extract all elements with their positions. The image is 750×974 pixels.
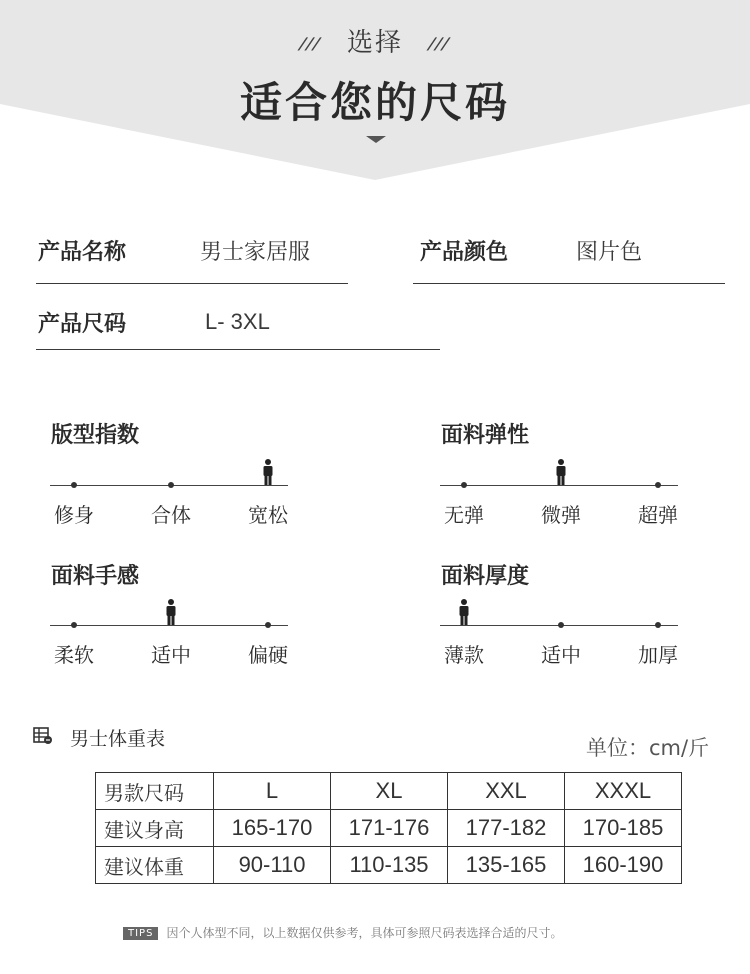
scale-dot xyxy=(265,622,271,628)
scale-option-label: 修身 xyxy=(54,503,94,527)
table-cell: L xyxy=(214,773,331,810)
scale-dot xyxy=(71,482,77,488)
scale-dot xyxy=(168,482,174,488)
product-name-label: 产品名称 xyxy=(38,240,127,265)
person-icon xyxy=(458,599,470,625)
scale-option-label: 偏硬 xyxy=(248,643,288,667)
select-label: 选择 xyxy=(346,28,403,58)
scale-option-label: 宽松 xyxy=(248,503,288,527)
slanted-dashes-icon: /// xyxy=(296,34,325,53)
slanted-dashes-icon: /// xyxy=(425,34,454,53)
scale-dot xyxy=(71,622,77,628)
tips-note xyxy=(123,924,562,941)
scale-option-label: 薄款 xyxy=(444,643,484,667)
scale-dot xyxy=(558,622,564,628)
scale-track xyxy=(50,625,288,626)
scale-option-label: 柔软 xyxy=(54,643,94,667)
size-table-title: 男士体重表 xyxy=(70,728,166,750)
row-label: 男款尺码 xyxy=(96,773,214,810)
scale-option-label: 微弹 xyxy=(541,503,581,527)
row-label: 建议体重 xyxy=(96,847,214,884)
table-cell: 165-170 xyxy=(214,810,331,847)
scale-option-label: 合体 xyxy=(151,503,191,527)
scale-option-label: 无弹 xyxy=(444,503,484,527)
row-label: 建议身高 xyxy=(96,810,214,847)
scale-title: 版型指数 xyxy=(51,423,140,448)
table-cell: 171-176 xyxy=(331,810,448,847)
scale-title: 面料手感 xyxy=(51,564,140,589)
scale-dot xyxy=(655,482,661,488)
scale-option-label: 超弹 xyxy=(638,503,678,527)
scale-title: 面料厚度 xyxy=(441,564,530,589)
divider xyxy=(413,283,725,284)
scale-option-label: 适中 xyxy=(541,643,581,667)
table-cell: 110-135 xyxy=(331,847,448,884)
tips-badge: TIPS xyxy=(123,927,158,940)
table-row xyxy=(96,810,682,847)
table-icon xyxy=(33,727,53,745)
table-cell: XXL xyxy=(448,773,565,810)
table-cell: 90-110 xyxy=(214,847,331,884)
table-cell: XXXL xyxy=(565,773,682,810)
product-size-label: 产品尺码 xyxy=(38,312,127,337)
divider xyxy=(36,349,440,350)
select-heading xyxy=(0,22,750,59)
caret-down-icon xyxy=(366,136,386,143)
table-cell: XL xyxy=(331,773,448,810)
scale-dot xyxy=(655,622,661,628)
table-cell: 170-185 xyxy=(565,810,682,847)
product-name-value: 男士家居服 xyxy=(200,240,311,265)
scale-title: 面料弹性 xyxy=(441,423,530,448)
table-cell: 160-190 xyxy=(565,847,682,884)
page-title: 适合您的尺码 xyxy=(239,78,510,127)
size-table xyxy=(95,772,682,884)
table-row xyxy=(96,847,682,884)
unit-label: 单位：cm/斤 xyxy=(586,736,710,760)
divider xyxy=(36,283,348,284)
person-icon xyxy=(262,459,274,485)
table-cell: 177-182 xyxy=(448,810,565,847)
table-cell: 135-165 xyxy=(448,847,565,884)
product-color-value: 图片色 xyxy=(576,240,643,265)
product-size-value: L- 3XL xyxy=(205,309,270,334)
scale-track xyxy=(440,485,678,486)
table-row xyxy=(96,773,682,810)
scale-option-label: 适中 xyxy=(151,643,191,667)
person-icon xyxy=(555,459,567,485)
scale-dot xyxy=(461,482,467,488)
scale-option-label: 加厚 xyxy=(638,643,678,667)
person-icon xyxy=(165,599,177,625)
product-color-label: 产品颜色 xyxy=(420,240,509,265)
tips-text: 因个人体型不同，以上数据仅供参考，具体可参照尺码表选择合适的尺寸。 xyxy=(166,926,563,940)
